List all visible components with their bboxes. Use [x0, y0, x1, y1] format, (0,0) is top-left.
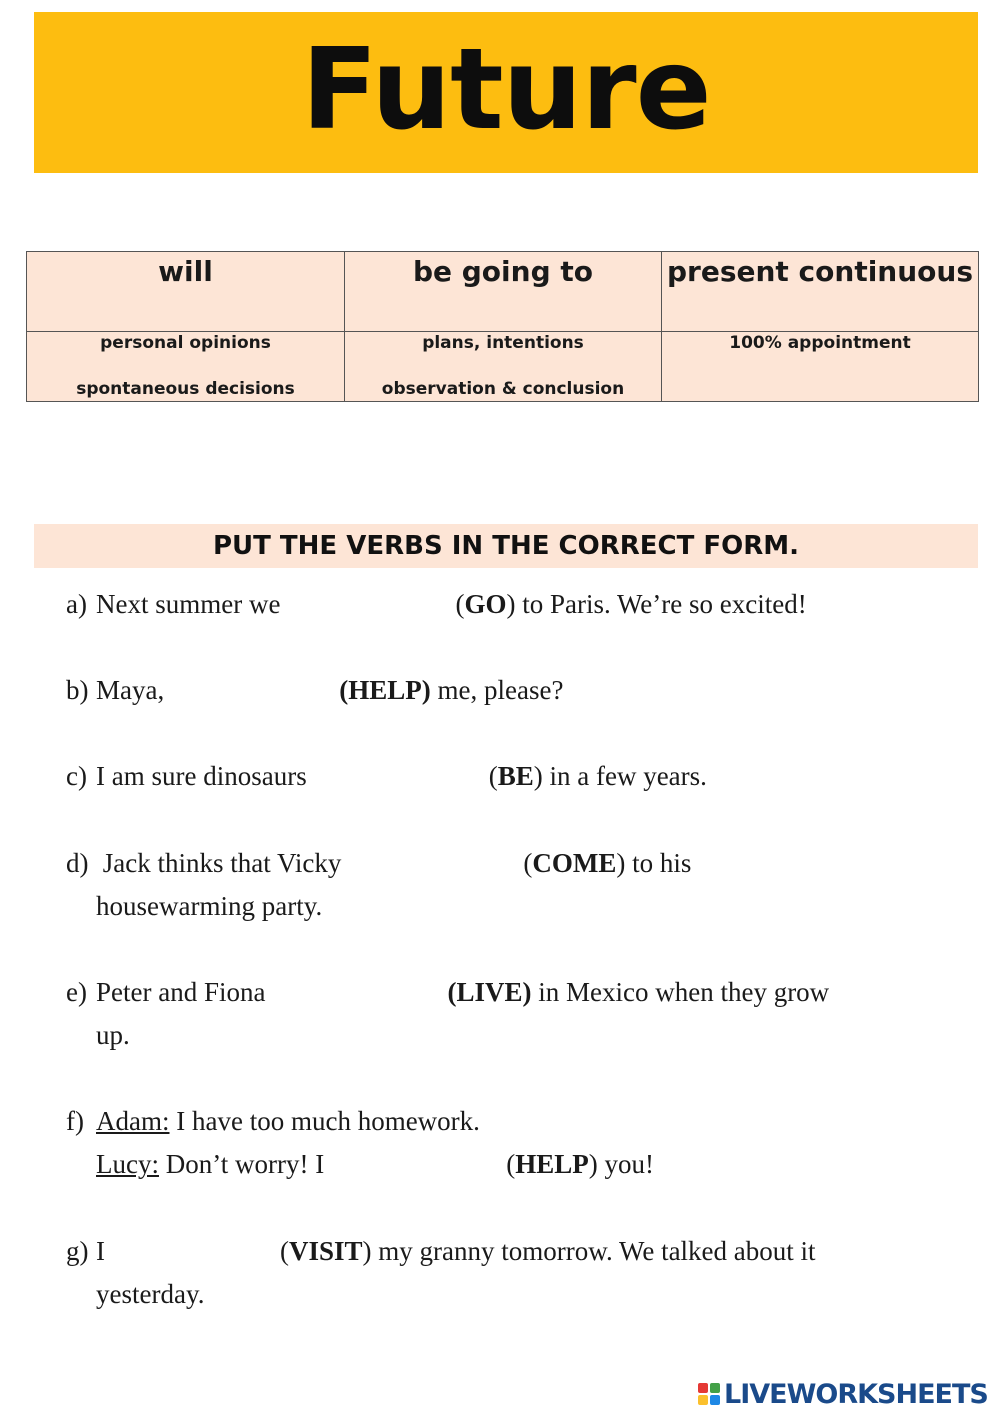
instruction-banner — [34, 524, 978, 568]
logo-icon — [698, 1383, 720, 1405]
exercise-d: d) Jack thinks that Vicky (COME) to his housewarming party. — [66, 842, 966, 928]
table-row — [27, 332, 979, 402]
use-item: spontaneous decisions — [76, 379, 295, 399]
logo-square-red — [698, 1383, 708, 1393]
verb-prompt: LIVE — [456, 977, 523, 1007]
exercise-text: Next summer we — [96, 589, 281, 619]
exercise-text: Maya, — [96, 675, 165, 705]
title-banner — [34, 12, 978, 173]
exercise-text: me, please? — [437, 675, 564, 705]
exercise-text-continued: yesterday. — [96, 1279, 205, 1309]
cell-will — [27, 332, 345, 402]
exercise-text: Peter and Fiona — [96, 977, 266, 1007]
exercise-text: I — [96, 1236, 105, 1266]
logo-square-yellow — [698, 1395, 708, 1405]
verb-prompt: HELP — [515, 1149, 589, 1179]
exercise-letter: b) — [66, 675, 89, 705]
exercise-g: g) I (VISIT) my granny tomorrow. We talked about it yesterday. — [66, 1230, 966, 1316]
logo-square-blue — [710, 1395, 720, 1405]
exercise-letter: d) — [66, 848, 89, 878]
cell-present-continuous — [662, 332, 979, 402]
speaker-lucy: Lucy: — [96, 1149, 159, 1179]
exercise-e: e) Peter and Fiona (LIVE) in Mexico when they grow up. — [66, 971, 966, 1057]
use-item: 100% appointment — [729, 333, 911, 353]
exercise-text: Jack thinks that Vicky — [102, 848, 342, 878]
exercise-text: you! — [604, 1149, 654, 1179]
verb-prompt: GO — [464, 589, 507, 619]
instruction-text: PUT THE VERBS IN THE CORRECT FORM. — [212, 531, 800, 561]
header-will: will — [27, 252, 345, 332]
speaker-adam: Adam: — [96, 1106, 170, 1136]
exercise-line-2: Lucy: Don’t worry! I (HELP) you! — [96, 1149, 654, 1179]
exercise-text-continued: housewarming party. — [96, 891, 323, 921]
verb-prompt: BE — [497, 761, 534, 791]
exercise-text: I have too much homework. — [176, 1106, 480, 1136]
exercise-letter: g) — [66, 1236, 89, 1266]
cell-going-to — [345, 332, 662, 402]
exercise-text-continued: up. — [96, 1020, 130, 1050]
exercise-letter: f) — [66, 1106, 84, 1136]
exercise-letter: c) — [66, 761, 87, 791]
use-item: personal opinions — [100, 333, 271, 353]
exercise-letter: a) — [66, 589, 87, 619]
exercise-c: c) I am sure dinosaurs (BE) in a few years. — [66, 755, 966, 798]
header-present-continuous: present continuous — [662, 252, 979, 332]
header-going-to: be going to — [345, 252, 662, 332]
exercise-text: to Paris. We’re so excited! — [522, 589, 807, 619]
exercise-letter: e) — [66, 977, 87, 1007]
page-title: Future — [301, 24, 711, 155]
exercise-text: my granny tomorrow. We talked about it — [378, 1236, 816, 1266]
exercise-text: I am sure dinosaurs — [96, 761, 307, 791]
verb-prompt: HELP — [348, 675, 422, 705]
logo-text: LIVEWORKSHEETS — [724, 1378, 988, 1410]
exercise-text: in Mexico when they grow — [538, 977, 830, 1007]
exercise-text: Don’t worry! I — [165, 1149, 325, 1179]
exercise-b: b) Maya, (HELP) me, please? — [66, 669, 966, 712]
exercise-f — [66, 1100, 966, 1186]
verb-prompt: VISIT — [289, 1236, 363, 1266]
table-header-row — [27, 252, 979, 332]
logo-square-green — [710, 1383, 720, 1393]
exercise-text: to his — [632, 848, 692, 878]
use-item: plans, intentions — [422, 333, 584, 353]
exercise-a: a) Next summer we (GO) to Paris. We’re so excited! — [66, 583, 966, 626]
use-item: observation & conclusion — [381, 379, 625, 399]
exercise-text: in a few years. — [549, 761, 707, 791]
liveworksheets-logo[interactable] — [698, 1377, 988, 1411]
future-uses-table — [26, 251, 979, 402]
verb-prompt: COME — [532, 848, 617, 878]
